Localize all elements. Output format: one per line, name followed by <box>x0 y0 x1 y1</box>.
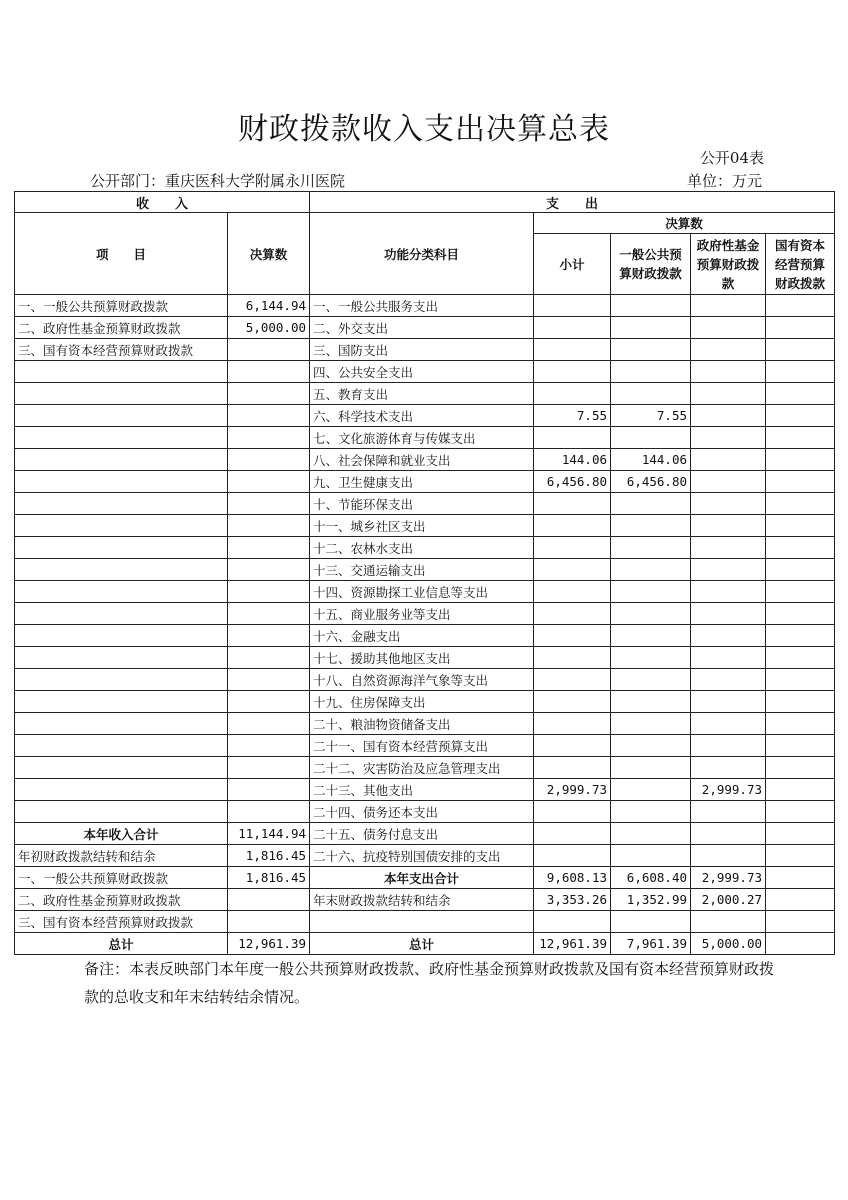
fund-budget-cell <box>691 405 766 427</box>
subtotal-cell <box>534 515 611 537</box>
general-budget-cell: 6,608.40 <box>611 867 691 889</box>
subtotal-cell <box>534 801 611 823</box>
income-value-cell: 5,000.00 <box>228 317 310 339</box>
income-item-cell: 年初财政拨款结转和结余 <box>15 845 228 867</box>
subtotal-cell: 9,608.13 <box>534 867 611 889</box>
state-capital-cell <box>766 823 835 845</box>
general-budget-cell <box>611 339 691 361</box>
expense-section-header: 支 出 <box>310 192 835 213</box>
general-budget-cell: 7.55 <box>611 405 691 427</box>
income-item-cell: 总计 <box>15 933 228 955</box>
function-category-cell: 九、卫生健康支出 <box>310 471 534 493</box>
income-item-cell: 二、政府性基金预算财政拨款 <box>15 889 228 911</box>
table-row <box>15 779 835 801</box>
fund-budget-cell <box>691 361 766 383</box>
function-category-cell: 十五、商业服务业等支出 <box>310 603 534 625</box>
income-item-cell <box>15 427 228 449</box>
subtotal-cell <box>534 823 611 845</box>
income-item-cell <box>15 493 228 515</box>
income-item-cell <box>15 449 228 471</box>
table-row <box>15 911 835 933</box>
fund-budget-cell <box>691 339 766 361</box>
function-category-cell: 十八、自然资源海洋气象等支出 <box>310 669 534 691</box>
income-item-cell: 一、一般公共预算财政拨款 <box>15 295 228 317</box>
subtotal-cell <box>534 911 611 933</box>
income-value-cell <box>228 493 310 515</box>
function-category-cell: 年末财政拨款结转和结余 <box>310 889 534 911</box>
subtotal-cell <box>534 691 611 713</box>
income-item-cell <box>15 735 228 757</box>
fund-budget-cell <box>691 581 766 603</box>
subtotal-cell <box>534 339 611 361</box>
table-row <box>15 757 835 779</box>
fund-budget-cell <box>691 735 766 757</box>
income-item-cell <box>15 471 228 493</box>
income-item-cell <box>15 581 228 603</box>
income-item-cell: 二、政府性基金预算财政拨款 <box>15 317 228 339</box>
general-budget-cell <box>611 295 691 317</box>
subtotal-cell <box>534 581 611 603</box>
general-budget-cell <box>611 361 691 383</box>
general-budget-cell <box>611 779 691 801</box>
subtotal-cell <box>534 383 611 405</box>
subtotal-cell <box>534 647 611 669</box>
function-category-cell: 十、节能环保支出 <box>310 493 534 515</box>
subtotal-cell <box>534 757 611 779</box>
function-category-cell: 二十三、其他支出 <box>310 779 534 801</box>
function-category-cell: 五、教育支出 <box>310 383 534 405</box>
function-category-cell: 七、文化旅游体育与传媒支出 <box>310 427 534 449</box>
state-capital-cell <box>766 471 835 493</box>
state-capital-cell <box>766 911 835 933</box>
income-value-cell <box>228 779 310 801</box>
subtotal-cell <box>534 603 611 625</box>
function-category-cell: 一、一般公共服务支出 <box>310 295 534 317</box>
table-row <box>15 647 835 669</box>
income-value-cell: 11,144.94 <box>228 823 310 845</box>
function-category-cell: 八、社会保障和就业支出 <box>310 449 534 471</box>
function-category-cell: 十四、资源勘探工业信息等支出 <box>310 581 534 603</box>
state-capital-cell <box>766 691 835 713</box>
function-category-cell: 二十二、灾害防治及应急管理支出 <box>310 757 534 779</box>
function-category-cell: 十三、交通运输支出 <box>310 559 534 581</box>
general-budget-cell <box>611 757 691 779</box>
subtotal-cell: 2,999.73 <box>534 779 611 801</box>
income-value-cell: 12,961.39 <box>228 933 310 955</box>
function-category-cell: 三、国防支出 <box>310 339 534 361</box>
income-value-cell <box>228 647 310 669</box>
income-item-cell <box>15 647 228 669</box>
state-capital-cell <box>766 713 835 735</box>
function-category-cell: 二十四、债务还本支出 <box>310 801 534 823</box>
general-budget-cell <box>611 713 691 735</box>
function-category-cell: 四、公共安全支出 <box>310 361 534 383</box>
general-budget-cell <box>611 383 691 405</box>
income-item-cell <box>15 801 228 823</box>
general-budget-cell <box>611 801 691 823</box>
income-item-cell <box>15 515 228 537</box>
general-budget-header: 一般公共预算财政拨款 <box>611 234 691 295</box>
income-item-cell: 三、国有资本经营预算财政拨款 <box>15 911 228 933</box>
income-value-cell <box>228 911 310 933</box>
income-item-cell <box>15 779 228 801</box>
subtotal-cell <box>534 427 611 449</box>
income-item-cell <box>15 669 228 691</box>
state-capital-cell <box>766 735 835 757</box>
subtotal-cell: 144.06 <box>534 449 611 471</box>
function-category-cell: 六、科学技术支出 <box>310 405 534 427</box>
fund-budget-cell: 2,999.73 <box>691 867 766 889</box>
state-capital-cell <box>766 317 835 339</box>
general-budget-cell <box>611 603 691 625</box>
table-row <box>15 691 835 713</box>
fund-budget-cell <box>691 713 766 735</box>
general-budget-cell <box>611 647 691 669</box>
function-category-cell <box>310 911 534 933</box>
income-item-cell <box>15 691 228 713</box>
function-category-cell: 二十一、国有资本经营预算支出 <box>310 735 534 757</box>
income-item-cell <box>15 625 228 647</box>
subtotal-cell: 7.55 <box>534 405 611 427</box>
income-value-cell <box>228 449 310 471</box>
state-capital-cell <box>766 845 835 867</box>
table-row <box>15 405 835 427</box>
income-value-cell <box>228 471 310 493</box>
state-capital-cell <box>766 427 835 449</box>
final-group-header: 决算数 <box>534 213 835 234</box>
income-value-cell: 1,816.45 <box>228 845 310 867</box>
income-item-cell: 本年收入合计 <box>15 823 228 845</box>
fund-budget-cell <box>691 801 766 823</box>
department-label: 公开部门：重庆医科大学附属永川医院 <box>90 172 346 190</box>
state-capital-header: 国有资本经营预算财政拨款 <box>766 234 835 295</box>
state-capital-cell <box>766 647 835 669</box>
income-value-cell <box>228 515 310 537</box>
state-capital-cell <box>766 361 835 383</box>
fund-budget-cell <box>691 845 766 867</box>
state-capital-cell <box>766 295 835 317</box>
general-budget-cell: 6,456.80 <box>611 471 691 493</box>
fund-budget-cell <box>691 603 766 625</box>
fund-budget-cell <box>691 427 766 449</box>
fund-budget-cell <box>691 383 766 405</box>
general-budget-cell <box>611 823 691 845</box>
income-value-cell <box>228 361 310 383</box>
state-capital-cell <box>766 515 835 537</box>
table-row <box>15 559 835 581</box>
subtotal-cell <box>534 625 611 647</box>
subtotal-cell: 6,456.80 <box>534 471 611 493</box>
fund-budget-cell <box>691 317 766 339</box>
income-item-cell <box>15 361 228 383</box>
subtotal-cell <box>534 295 611 317</box>
income-value-cell <box>228 889 310 911</box>
fund-budget-cell <box>691 647 766 669</box>
income-value-cell <box>228 691 310 713</box>
income-value-cell <box>228 801 310 823</box>
income-value-cell <box>228 537 310 559</box>
general-budget-cell <box>611 625 691 647</box>
income-value-cell <box>228 383 310 405</box>
state-capital-cell <box>766 757 835 779</box>
income-value-cell: 6,144.94 <box>228 295 310 317</box>
general-budget-cell <box>611 493 691 515</box>
subtotal-cell <box>534 735 611 757</box>
fund-budget-cell: 2,000.27 <box>691 889 766 911</box>
income-item-cell: 一、一般公共预算财政拨款 <box>15 867 228 889</box>
function-category-cell: 十六、金融支出 <box>310 625 534 647</box>
unit-label: 单位：万元 <box>686 172 762 190</box>
state-capital-cell <box>766 581 835 603</box>
income-value-cell <box>228 581 310 603</box>
state-capital-cell <box>766 559 835 581</box>
fund-budget-cell: 2,999.73 <box>691 779 766 801</box>
function-category-cell: 十二、农林水支出 <box>310 537 534 559</box>
general-budget-cell <box>611 691 691 713</box>
fund-budget-cell <box>691 559 766 581</box>
function-category-cell: 二、外交支出 <box>310 317 534 339</box>
income-item-cell <box>15 383 228 405</box>
table-row <box>15 603 835 625</box>
table-row <box>15 889 835 911</box>
general-budget-cell <box>611 537 691 559</box>
subtotal-cell: 3,353.26 <box>534 889 611 911</box>
table-row <box>15 427 835 449</box>
subtotal-cell <box>534 713 611 735</box>
final-header: 决算数 <box>228 213 310 295</box>
fund-budget-cell <box>691 625 766 647</box>
income-value-cell <box>228 625 310 647</box>
function-category-cell: 总计 <box>310 933 534 955</box>
fund-budget-header: 政府性基金预算财政拨款 <box>691 234 766 295</box>
general-budget-cell <box>611 427 691 449</box>
table-row <box>15 735 835 757</box>
state-capital-cell <box>766 625 835 647</box>
table-row <box>15 669 835 691</box>
state-capital-cell <box>766 339 835 361</box>
income-value-cell <box>228 559 310 581</box>
table-row <box>15 625 835 647</box>
income-item-cell <box>15 757 228 779</box>
table-row <box>15 493 835 515</box>
income-value-cell <box>228 339 310 361</box>
fund-budget-cell <box>691 515 766 537</box>
income-value-cell <box>228 713 310 735</box>
state-capital-cell <box>766 669 835 691</box>
state-capital-cell <box>766 779 835 801</box>
subtotal-cell: 12,961.39 <box>534 933 611 955</box>
fund-budget-cell <box>691 537 766 559</box>
table-row <box>15 361 835 383</box>
general-budget-cell <box>611 669 691 691</box>
func-header: 功能分类科目 <box>310 213 534 295</box>
fund-budget-cell <box>691 295 766 317</box>
income-value-cell <box>228 603 310 625</box>
general-budget-cell <box>611 845 691 867</box>
fund-budget-cell <box>691 471 766 493</box>
table-row <box>15 339 835 361</box>
state-capital-cell <box>766 405 835 427</box>
function-category-cell: 二十、粮油物资储备支出 <box>310 713 534 735</box>
fund-budget-cell <box>691 691 766 713</box>
subtotal-cell <box>534 317 611 339</box>
fund-budget-cell: 5,000.00 <box>691 933 766 955</box>
subtotal-cell <box>534 493 611 515</box>
general-budget-cell: 1,352.99 <box>611 889 691 911</box>
table-row <box>15 383 835 405</box>
state-capital-cell <box>766 449 835 471</box>
income-item-cell <box>15 713 228 735</box>
state-capital-cell <box>766 603 835 625</box>
table-row <box>15 933 835 955</box>
income-value-cell <box>228 757 310 779</box>
state-capital-cell <box>766 537 835 559</box>
table-row <box>15 515 835 537</box>
general-budget-cell: 144.06 <box>611 449 691 471</box>
function-category-cell: 二十六、抗疫特别国债安排的支出 <box>310 845 534 867</box>
function-category-cell: 本年支出合计 <box>310 867 534 889</box>
state-capital-cell <box>766 801 835 823</box>
budget-table <box>14 191 835 955</box>
income-value-cell <box>228 669 310 691</box>
state-capital-cell <box>766 889 835 911</box>
income-value-cell: 1,816.45 <box>228 867 310 889</box>
state-capital-cell <box>766 383 835 405</box>
table-row <box>15 295 835 317</box>
subtotal-cell <box>534 669 611 691</box>
subtotal-cell <box>534 537 611 559</box>
fund-budget-cell <box>691 669 766 691</box>
table-row <box>15 823 835 845</box>
state-capital-cell <box>766 493 835 515</box>
form-code: 公开04表 <box>699 149 764 167</box>
general-budget-cell: 7,961.39 <box>611 933 691 955</box>
table-row <box>15 801 835 823</box>
income-item-cell: 三、国有资本经营预算财政拨款 <box>15 339 228 361</box>
table-row <box>15 867 835 889</box>
function-category-cell: 二十五、债务付息支出 <box>310 823 534 845</box>
subtotal-cell <box>534 559 611 581</box>
table-row <box>15 581 835 603</box>
table-row <box>15 471 835 493</box>
income-item-cell <box>15 537 228 559</box>
general-budget-cell <box>611 735 691 757</box>
footnote: 备注：本表反映部门本年度一般公共预算财政拨款、政府性基金预算财政拨款及国有资本经营预算财政拨款的总收支和年末结转结余情况。 <box>84 960 775 1006</box>
table-row <box>15 537 835 559</box>
general-budget-cell <box>611 911 691 933</box>
subtotal-header: 小计 <box>534 234 611 295</box>
general-budget-cell <box>611 515 691 537</box>
income-value-cell <box>228 405 310 427</box>
income-value-cell <box>228 735 310 757</box>
subtotal-cell <box>534 361 611 383</box>
income-item-cell <box>15 603 228 625</box>
state-capital-cell <box>766 933 835 955</box>
general-budget-cell <box>611 559 691 581</box>
fund-budget-cell <box>691 757 766 779</box>
general-budget-cell <box>611 581 691 603</box>
table-row <box>15 317 835 339</box>
income-value-cell <box>228 427 310 449</box>
fund-budget-cell <box>691 911 766 933</box>
fund-budget-cell <box>691 823 766 845</box>
function-category-cell: 十七、援助其他地区支出 <box>310 647 534 669</box>
page-title: 财政拨款收入支出决算总表 <box>238 112 610 147</box>
income-item-cell <box>15 405 228 427</box>
item-header: 项 目 <box>15 213 228 295</box>
fund-budget-cell <box>691 493 766 515</box>
state-capital-cell <box>766 867 835 889</box>
function-category-cell: 十一、城乡社区支出 <box>310 515 534 537</box>
general-budget-cell <box>611 317 691 339</box>
fund-budget-cell <box>691 449 766 471</box>
table-row <box>15 845 835 867</box>
table-row <box>15 449 835 471</box>
income-section-header: 收 入 <box>15 192 310 213</box>
function-category-cell: 十九、住房保障支出 <box>310 691 534 713</box>
subtotal-cell <box>534 845 611 867</box>
income-item-cell <box>15 559 228 581</box>
table-row <box>15 713 835 735</box>
